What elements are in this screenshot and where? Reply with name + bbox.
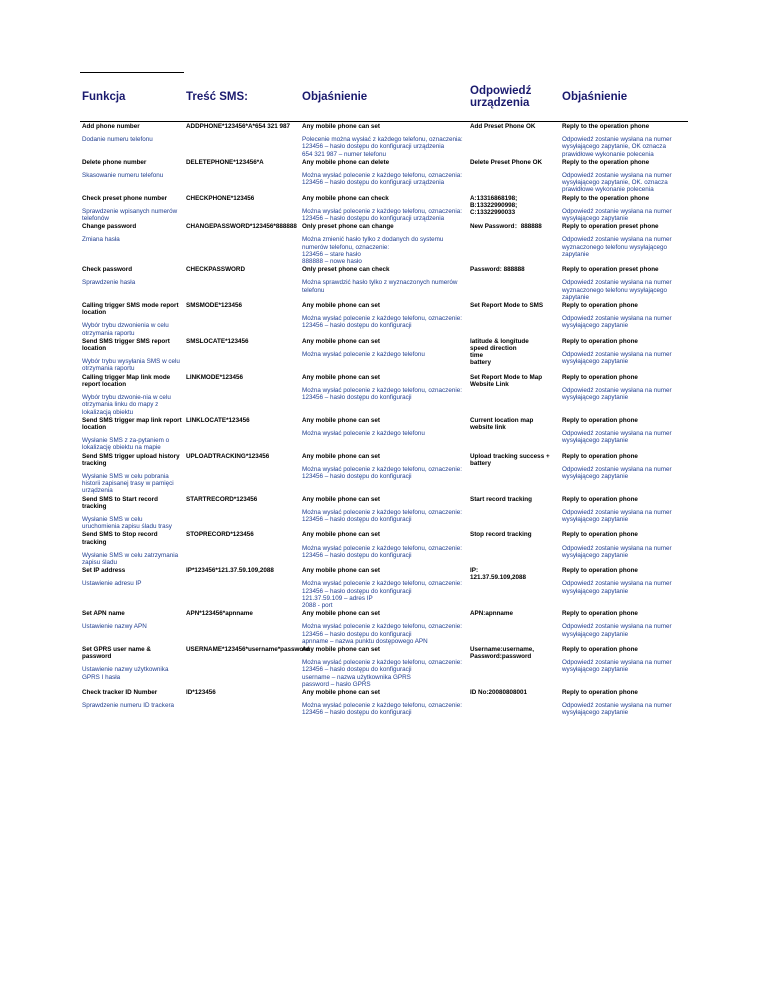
table-cell	[560, 416, 688, 452]
table-row	[80, 373, 688, 416]
sms-command: IP*123456*121.37.59.109,2088	[186, 567, 274, 575]
table-cell	[468, 416, 560, 452]
table-cell	[468, 373, 560, 416]
table-cell	[184, 530, 300, 566]
function-name: Check password	[82, 266, 133, 274]
function-name-pl: Sprawdzenie numeru ID trackera	[82, 702, 175, 710]
explanation-en: Only preset phone can check	[302, 266, 390, 274]
sms-commands-table	[80, 72, 688, 717]
explanation-en: Any mobile phone can check	[302, 194, 389, 202]
explanation-pl: Można wysłać polecenie z każdego telefonu, oznaczenie: 123456 – hasło dostępu do konfiguracji	[302, 465, 462, 480]
device-reply: ID No:20080808001	[470, 689, 528, 696]
table-cell	[300, 265, 468, 301]
table-cell	[468, 645, 560, 688]
table-row	[80, 645, 688, 688]
table-cell	[80, 645, 184, 688]
explanation-pl: Można wysłać polecenie z każdego telefonu, oznaczenia: 123456 – hasło dostępu do konfiguracji urządzenia	[302, 172, 462, 187]
reply-note-pl: Odpowiedź zostanie wysłana na numer wysyłającego zapytanie, OK oznacza prawidłowe wykonanie polecenia	[562, 136, 672, 158]
device-reply: Delete Preset Phone OK	[470, 158, 543, 166]
table-cell	[468, 122, 560, 158]
reply-note-en: Reply to operation phone	[562, 645, 638, 653]
function-name: Calling trigger Map link mode report location	[82, 373, 171, 388]
explanation-pl: Można wysłać polecenie z każdego telefonu, oznaczenie: 123456 – hasło dostępu do konfiguracji username – nazwa użytkownika GPRS password – hasło GPRS	[302, 659, 462, 688]
function-name: Send SMS to Stop record tracking	[82, 531, 158, 546]
table-cell	[468, 495, 560, 531]
table-cell	[184, 194, 300, 223]
sms-command: CHECKPHONE*123456	[186, 194, 255, 202]
table-cell	[560, 158, 688, 194]
table-body	[80, 122, 688, 717]
reply-note-en: Reply to operation preset phone	[562, 223, 659, 231]
table-cell	[468, 194, 560, 223]
table-cell	[300, 373, 468, 416]
table-row	[80, 688, 688, 717]
explanation-pl: Można wysłać polecenie z każdego telefonu, oznaczenie: 123456 – hasło dostępu do konfiguracji	[302, 315, 462, 330]
table-cell	[80, 566, 184, 609]
reply-note-pl: Odpowiedź zostanie wysłana na numer wysyłającego zapytanie	[562, 544, 672, 559]
device-reply: Add Preset Phone OK	[470, 123, 536, 130]
reply-note-pl: Odpowiedź zostanie wysłana na numer wysyłającego zapytanie	[562, 429, 672, 445]
table-row	[80, 122, 688, 158]
reply-note-pl: Odpowiedź zostanie wysłana na numer wysyłającego zapytanie	[562, 386, 672, 402]
explanation-pl: Można wysłać polecenie z każdego telefonu, oznaczenie: 123456 – hasło dostępu do konfiguracji	[302, 702, 462, 717]
reply-note-en: Reply to operation phone	[562, 610, 638, 618]
table-row	[80, 265, 688, 301]
explanation-en: Any mobile phone can set	[302, 645, 381, 653]
function-name: Change password	[82, 223, 137, 231]
table-cell	[300, 337, 468, 373]
sms-command: CHECKPASSWORD	[186, 266, 246, 274]
table-cell	[560, 452, 688, 495]
table-row	[80, 452, 688, 495]
table-cell	[300, 158, 468, 194]
reply-note-en: Reply to operation phone	[562, 567, 638, 575]
reply-note-en: Reply to operation phone	[562, 689, 638, 696]
device-reply: Upload tracking success + battery	[470, 452, 550, 467]
function-name-pl: Wysłanie SMS w celu zatrzymania zapisu śladu	[82, 551, 179, 566]
table-cell	[468, 158, 560, 194]
table-cell	[80, 530, 184, 566]
device-reply: APN:apnname	[470, 610, 514, 618]
table-cell	[300, 609, 468, 645]
function-name-pl: Zmiana hasła	[82, 236, 120, 244]
table-cell	[80, 194, 184, 223]
reply-note-en: Reply to operation phone	[562, 531, 638, 539]
reply-note-en: Reply to the operation phone	[562, 123, 650, 130]
explanation-en: Any mobile phone can set	[302, 337, 381, 345]
table-cell	[560, 373, 688, 416]
table-cell	[80, 158, 184, 194]
function-name-pl: Wysłanie SMS w celu uruchomienia zapisu śladu trasy	[82, 515, 172, 531]
document-page	[80, 72, 688, 717]
explanation-en: Any mobile phone can set	[302, 123, 381, 130]
device-reply: Current location map website link	[470, 416, 534, 431]
explanation-en: Any mobile phone can set	[302, 452, 381, 460]
explanation-pl: Można wysłać polecenie z każdego telefonu	[302, 351, 425, 359]
reply-note-pl: Odpowiedź zostanie wysłana na numer wysyłającego zapytanie	[562, 508, 672, 523]
table-cell	[560, 530, 688, 566]
table-cell	[80, 452, 184, 495]
device-reply: Username:username, Password:password	[470, 645, 535, 661]
explanation-en: Any mobile phone can set	[302, 689, 381, 696]
function-name: Send SMS trigger SMS report location	[82, 337, 170, 353]
table-cell	[80, 122, 184, 158]
table-cell	[468, 265, 560, 301]
table-row	[80, 194, 688, 223]
sms-command: ID*123456	[186, 689, 216, 696]
reply-note-pl: Odpowiedź zostanie wysłana na numer wyznaczonego telefonu wysyłającego zapytanie	[562, 236, 672, 258]
function-name-pl: Ustawienie nazwy użytkownika GPRS I hasła	[82, 666, 169, 681]
sms-command: SMSMODE*123456	[186, 302, 242, 310]
explanation-en: Any mobile phone can delete	[302, 158, 390, 166]
table-cell	[468, 337, 560, 373]
table-cell	[560, 265, 688, 301]
sms-command: APN*123456*apnname	[186, 610, 253, 618]
table-cell	[560, 566, 688, 609]
reply-note-en: Reply to the operation phone	[562, 194, 650, 202]
table-cell	[560, 122, 688, 158]
table-cell	[80, 495, 184, 531]
device-reply: IP: 121.37.59.109,2088	[470, 567, 527, 582]
table-cell	[300, 645, 468, 688]
explanation-pl: Można wysłać polecenie z każdego telefonu, oznaczenie: 123456 – hasło dostępu do konfiguracji 121.37.59.109 – adres IP 2088 - port	[302, 580, 462, 609]
function-name: Delete phone number	[82, 158, 147, 166]
function-name: Send SMS trigger upload history tracking	[82, 452, 180, 467]
reply-note-pl: Odpowiedź zostanie wysłana na numer wysyłającego zapytanie	[562, 207, 672, 223]
table-cell	[560, 495, 688, 531]
table-cell	[300, 194, 468, 223]
device-reply: Set Report Mode to Map Website Link	[470, 373, 543, 388]
table-cell	[184, 609, 300, 645]
header-reply-explanation: Objaśnienie	[560, 73, 688, 122]
explanation-pl: Można wysłać polecenie z każdego telefonu, oznaczenie: 123456 – hasło dostępu do konfiguracji apnname – nazwa punktu dostępowego APN	[302, 623, 462, 645]
explanation-pl: Można wysłać polecenie z każdego telefonu, oznaczenie: 123456 – hasło dostępu do konfiguracji	[302, 544, 462, 559]
table-cell	[560, 609, 688, 645]
sms-command: USERNAME*123456*username*password	[186, 645, 310, 653]
table-cell	[80, 222, 184, 265]
reply-note-pl: Odpowiedź zostanie wysłana na numer wysyłającego zapytanie	[562, 702, 672, 717]
table-cell	[184, 688, 300, 717]
table-row	[80, 416, 688, 452]
table-cell	[184, 416, 300, 452]
table-cell	[560, 337, 688, 373]
reply-note-pl: Odpowiedź zostanie wysłana na numer wysyłającego zapytanie, OK. oznacza prawidłowe wykonanie polecenia	[562, 172, 672, 194]
explanation-en: Only preset phone can change	[302, 223, 394, 231]
header-explanation: Objaśnienie	[300, 73, 468, 122]
device-reply: Start record tracking	[470, 495, 532, 503]
function-name: Send SMS to Start record tracking	[82, 495, 158, 510]
function-name-pl: Skasowanie numeru telefonu	[82, 172, 164, 180]
table-cell	[300, 530, 468, 566]
function-name-pl: Wybór trybu dzwonie-nia w celu otrzymania linku do mapy z lokalizacją obiektu	[82, 394, 171, 416]
explanation-en: Any mobile phone can set	[302, 610, 381, 618]
function-name-pl: Sprawdzenie wpisanych numerów telefonów	[82, 207, 178, 223]
device-reply: Set Report Mode to SMS	[470, 302, 544, 310]
table-cell	[184, 265, 300, 301]
table-row	[80, 301, 688, 337]
table-cell	[300, 566, 468, 609]
table-cell	[80, 265, 184, 301]
table-cell	[300, 495, 468, 531]
reply-note-en: Reply to operation preset phone	[562, 266, 659, 274]
table-cell	[468, 452, 560, 495]
function-name-pl: Ustawienie nazwy APN	[82, 623, 147, 631]
table-cell	[560, 688, 688, 717]
table-cell	[300, 122, 468, 158]
table-cell	[184, 222, 300, 265]
table-row	[80, 222, 688, 265]
table-cell	[184, 301, 300, 337]
function-name: Check tracker ID Number	[82, 689, 158, 696]
explanation-en: Any mobile phone can set	[302, 567, 381, 575]
table-cell	[560, 645, 688, 688]
function-name-pl: Ustawienie adresu IP	[82, 580, 142, 588]
table-cell	[468, 688, 560, 717]
explanation-en: Any mobile phone can set	[302, 531, 381, 539]
table-row	[80, 566, 688, 609]
table-row	[80, 158, 688, 194]
function-name-pl: Sprawdzenie hasła	[82, 279, 136, 287]
table-cell	[300, 222, 468, 265]
table-cell	[80, 337, 184, 373]
header-sms-content: Treść SMS:	[184, 73, 300, 122]
function-name: Check preset phone number	[82, 194, 168, 202]
table-cell	[468, 530, 560, 566]
device-reply: A:13316868198; B:13322990998; C:13322990033	[470, 194, 518, 217]
reply-note-en: Reply to operation phone	[562, 373, 638, 381]
table-cell	[80, 609, 184, 645]
reply-note-pl: Odpowiedź zostanie wysłana na numer wysyłającego zapytanie	[562, 465, 672, 480]
table-cell	[80, 416, 184, 452]
sms-command: STARTRECORD*123456	[186, 495, 258, 503]
header-function: Funkcja	[80, 73, 184, 122]
device-reply: New Password：888888	[470, 223, 542, 231]
table-cell	[468, 566, 560, 609]
table-cell	[300, 452, 468, 495]
table-cell	[184, 566, 300, 609]
device-reply: Password: 888888	[470, 266, 525, 274]
device-reply: Stop record tracking	[470, 531, 532, 539]
reply-note-en: Reply to operation phone	[562, 337, 638, 345]
table-cell	[80, 301, 184, 337]
table-cell	[560, 194, 688, 223]
table-row	[80, 609, 688, 645]
function-name: Set GPRS user name & password	[82, 645, 151, 661]
reply-note-pl: Odpowiedź zostanie wysłana na numer wysyłającego zapytanie	[562, 659, 672, 674]
function-name: Calling trigger SMS mode report location	[82, 302, 179, 317]
table-row	[80, 530, 688, 566]
reply-note-en: Reply to operation phone	[562, 452, 638, 460]
explanation-en: Any mobile phone can set	[302, 495, 381, 503]
sms-command: LINKMODE*123456	[186, 373, 244, 381]
header-row	[80, 73, 688, 122]
table-cell	[184, 452, 300, 495]
reply-note-en: Reply to the operation phone	[562, 158, 650, 166]
explanation-en: Any mobile phone can set	[302, 302, 381, 310]
device-reply: latitude & longitude speed direction time battery	[470, 337, 529, 367]
sms-command: CHANGEPASSWORD*123456*888888	[186, 223, 297, 231]
table-row	[80, 495, 688, 531]
explanation-pl: Można zmienić hasło tylko z dodanych do systemu numerów telefonu, oznaczenie: 123456 – stare hasło 888888 – nowe hasło	[302, 236, 444, 266]
sms-command: ADDPHONE*123456*A*654 321 987	[186, 123, 290, 130]
explanation-pl: Można sprawdzić hasło tylko z wyznaczonych numerów telefonu	[302, 279, 458, 294]
table-cell	[468, 609, 560, 645]
table-cell	[184, 158, 300, 194]
reply-note-pl: Odpowiedź zostanie wysłana na numer wysyłającego zapytanie	[562, 351, 672, 366]
function-name: Send SMS trigger map link report location	[82, 416, 182, 431]
table-row	[80, 337, 688, 373]
function-name-pl: Dodanie numeru telefonu	[82, 136, 153, 144]
explanation-pl: Można wysłać polecenie z każdego telefonu	[302, 429, 425, 437]
table-cell	[560, 222, 688, 265]
reply-note-en: Reply to operation phone	[562, 416, 638, 424]
table-cell	[560, 301, 688, 337]
explanation-pl: Można wysłać polecenie z każdego telefonu, oznaczenia: 123456 – hasło dostępu do konfiguracji urządzenia	[302, 207, 462, 223]
explanation-pl: Można wysłać polecenie z każdego telefonu, oznaczenie: 123456 – hasło dostępu do konfiguracji	[302, 386, 462, 402]
table-cell	[184, 495, 300, 531]
sms-command: LINKLOCATE*123456	[186, 416, 250, 424]
header-device-reply: Odpowiedź urządzenia	[468, 73, 560, 122]
function-name: Set APN name	[82, 610, 125, 618]
table-cell	[300, 688, 468, 717]
table-cell	[184, 122, 300, 158]
reply-note-en: Reply to operation phone	[562, 302, 638, 310]
table-cell	[468, 301, 560, 337]
sms-command: SMSLOCATE*123456	[186, 337, 249, 345]
sms-command: UPLOADTRACKING*123456	[186, 452, 270, 460]
function-name: Set IP address	[82, 567, 126, 575]
table-cell	[300, 301, 468, 337]
explanation-pl: Można wysłać polecenie z każdego telefonu, oznaczenie: 123456 – hasło dostępu do konfiguracji	[302, 508, 462, 523]
table-cell	[80, 688, 184, 717]
table-cell	[184, 373, 300, 416]
explanation-en: Any mobile phone can set	[302, 416, 381, 424]
table-cell	[80, 373, 184, 416]
sms-command: STOPRECORD*123456	[186, 531, 254, 539]
function-name-pl: Wysłanie SMS z za-pytaniem o lokalizację obiektu na mapie	[82, 437, 170, 452]
reply-note-pl: Odpowiedź zostanie wysłana na numer wyznaczonego telefonu wysyłającego zapytanie	[562, 279, 672, 301]
table-cell	[184, 645, 310, 688]
function-name-pl: Wybór trybu dzwonienia w celu otrzymania raportu	[82, 322, 169, 337]
explanation-en: Any mobile phone can set	[302, 373, 381, 381]
function-name-pl: Wybór trybu wysyłania SMS w celu otrzymania raportu	[82, 358, 180, 373]
reply-note-pl: Odpowiedź zostanie wysłana na numer wysyłającego zapytanie	[562, 623, 672, 638]
sms-command: DELETEPHONE*123456*A	[186, 158, 264, 166]
explanation-pl: Polecenie można wysłać z każdego telefonu, oznaczenia: 123456 – hasło dostępu do konfiguracji urządzenia 654 321 987 – numer telefonu	[302, 136, 463, 158]
table-cell	[300, 416, 468, 452]
reply-note-en: Reply to operation phone	[562, 495, 638, 503]
table-cell	[184, 337, 300, 373]
reply-note-pl: Odpowiedź zostanie wysłana na numer wysyłającego zapytanie	[562, 580, 672, 595]
function-name: Add phone number	[82, 123, 140, 130]
function-name-pl: Wysłanie SMS w celu pobrania historii zapisanej trasy w pamięci urządzenia	[82, 472, 174, 495]
reply-note-pl: Odpowiedź zostanie wysłana na numer wysyłającego zapytanie	[562, 315, 672, 330]
table-cell	[468, 222, 560, 265]
